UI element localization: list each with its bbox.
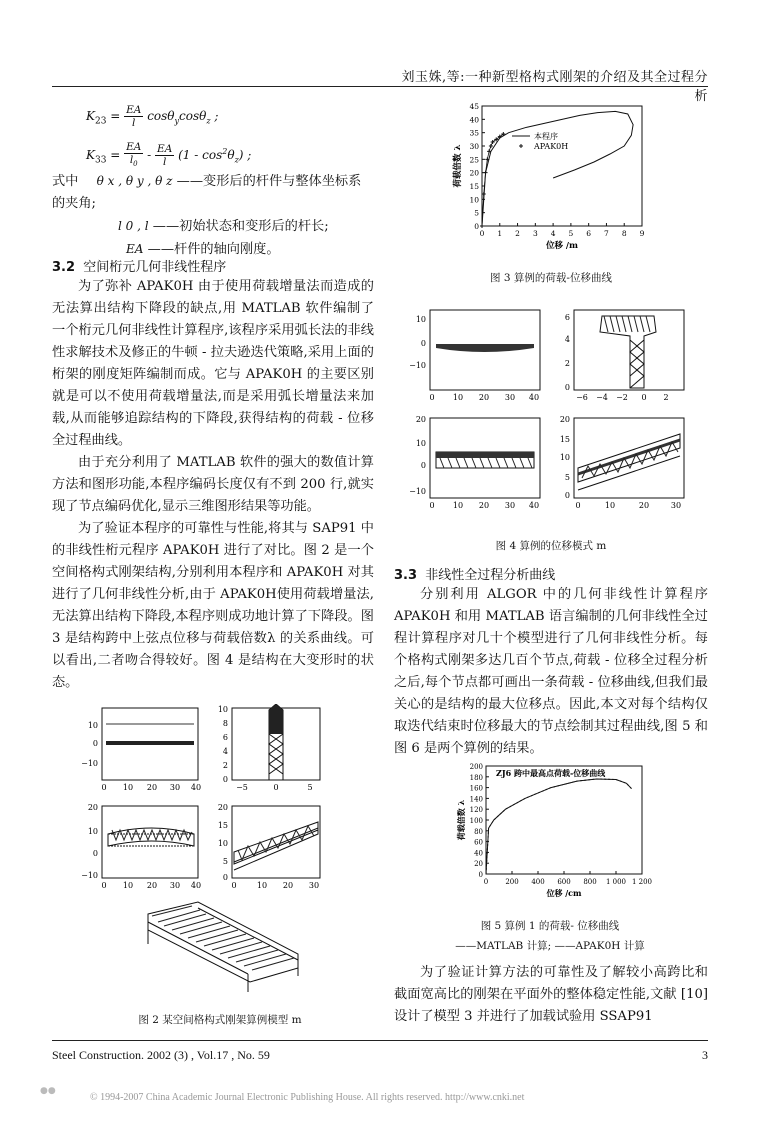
x-tick-label: 5 — [568, 229, 574, 238]
svg-text:10: 10 — [559, 453, 570, 462]
svg-text:30: 30 — [308, 881, 320, 890]
svg-text:6: 6 — [564, 313, 570, 322]
y-tick-label: 45 — [469, 102, 479, 111]
page-number: 3 — [702, 1048, 708, 1062]
svg-text:0: 0 — [222, 775, 228, 784]
svg-text:20: 20 — [478, 501, 490, 510]
svg-text:0: 0 — [273, 783, 279, 792]
svg-text:10: 10 — [452, 393, 464, 402]
y-tick-label: 160 — [469, 784, 483, 793]
data-point — [489, 144, 493, 148]
x-tick-label: 1 200 — [631, 878, 653, 886]
where-block: 式中 θ x , θ y , θ z ——变形后的杆件与整体坐标系的夹角; l 0 , l ——初始状态和变形后的杆长; EA ——杆件的轴向刚度。 — [52, 174, 362, 257]
svg-text:10: 10 — [604, 501, 616, 510]
data-point — [484, 171, 488, 175]
fig2-panel-top-left — [81, 708, 201, 792]
svg-text:40: 40 — [190, 783, 202, 792]
svg-text:10: 10 — [217, 705, 228, 714]
y-axis-label: 荷载倍数 λ — [453, 144, 463, 188]
section-3-2-heading: 3.2 空间桁元几何非线性程序 — [52, 260, 227, 275]
fig5-caption: 图 5 算例 1 的荷载- 位移曲线 — [480, 920, 620, 932]
svg-text:0: 0 — [575, 501, 581, 510]
svg-text:30: 30 — [169, 783, 181, 792]
svg-text:0: 0 — [420, 461, 426, 470]
formula-k23: $K_{23}$ = $\frac{EA}{l}$ cosθ$_y$cosθ$_z$ ; — [86, 104, 219, 129]
data-point — [480, 224, 484, 228]
x-tick-label: 2 — [515, 229, 520, 238]
y-tick-label: 20 — [474, 860, 483, 869]
fig4-panel-bottom-left — [409, 415, 540, 510]
svg-text:30: 30 — [504, 393, 516, 402]
figure-3-chart — [440, 100, 660, 258]
plot-frame — [482, 106, 642, 226]
svg-text:10: 10 — [452, 501, 464, 510]
svg-text:−10: −10 — [81, 759, 98, 768]
x-tick-label: 0 — [479, 229, 485, 238]
y-tick-label: 180 — [469, 773, 483, 782]
footer-journal: Steel Construction. 2002 (3) , Vol.17 , No. 59 — [52, 1048, 270, 1062]
publisher-logo-icon: ●● — [40, 1086, 56, 1096]
svg-text:40: 40 — [528, 501, 540, 510]
y-tick-label: 35 — [469, 128, 479, 138]
x-tick-label: 8 — [621, 229, 627, 238]
svg-text:0: 0 — [222, 873, 228, 882]
x-axis-label: 位移 /cm — [546, 888, 582, 898]
y-tick-label: 5 — [474, 208, 479, 218]
svg-text:4: 4 — [564, 335, 570, 344]
x-tick-label: 400 — [531, 878, 545, 886]
x-tick-label: 600 — [557, 878, 571, 886]
svg-text:40: 40 — [528, 393, 540, 402]
svg-text:30: 30 — [670, 501, 682, 510]
fig4-panel-top-right — [565, 310, 684, 402]
fig2-3d-frame — [148, 902, 298, 992]
svg-text:6: 6 — [222, 733, 228, 742]
legend-label-b: APAK0H — [534, 142, 569, 151]
header-rule — [52, 86, 708, 87]
x-tick-label: 1 — [497, 229, 503, 238]
paragraph: 分别利用 ALGOR 中的几何非线性计算程序 APAK0H 和用 MATLAB 语言编制的几何非线性全过程计算程序对几十个模型进行了几何非线性分析。每个格构式刚架多达几百个节点,荷载 - 位移全过程分析之后,每个节点都可画出一条荷载 - 位移曲线,但我们最关心的是结构的最大位移点。因此,本文对每个结构仅取迭代结束时位移最大的节点绘制其过程曲线,图 5 和图 6 是两个算例的结果。 — [394, 587, 708, 756]
svg-text:20: 20 — [146, 783, 158, 792]
svg-text:10: 10 — [87, 827, 98, 836]
svg-text:10: 10 — [415, 315, 426, 324]
running-header: 刘玉姝,等:一种新型格构式刚架的介绍及其全过程分析 — [401, 70, 708, 104]
svg-text:10: 10 — [415, 439, 426, 448]
series-line-2 — [486, 779, 632, 874]
y-tick-label: 30 — [469, 142, 479, 151]
legend-marker-b — [519, 144, 523, 148]
where-lead: 式中 — [52, 174, 79, 189]
svg-text:−6: −6 — [576, 393, 588, 402]
paragraph: 由于充分利用了 MATLAB 软件的强大的数值计算方法和图形功能,本程序编码长度仅有不到 200 行,就实现了节点编码优化,显示三维图形结果等功能。 — [52, 455, 374, 514]
svg-text:0: 0 — [564, 491, 570, 500]
svg-text:10: 10 — [256, 881, 268, 890]
svg-text:20: 20 — [478, 393, 490, 402]
footer-rule — [52, 1040, 708, 1041]
svg-text:0: 0 — [429, 393, 435, 402]
svg-text:4: 4 — [222, 747, 228, 756]
y-tick-label: 20 — [469, 168, 479, 178]
x-tick-label: 0 — [483, 878, 489, 886]
right-body — [394, 584, 708, 760]
left-body — [52, 276, 374, 694]
y-tick-label: 0 — [474, 222, 479, 231]
svg-text:−10: −10 — [409, 361, 426, 370]
paragraph: 为了弥补 APAK0H 由于使用荷载增量法而造成的无法算出结构下降段的缺点,用 MATLAB 软件编制了一个桁元几何非线性计算程序,该程序采用弧长法的非线性求解技术及修正的牛顿 - 拉夫逊迭代策略,采用上面的桁架的刚度矩阵编制而成。它与 APAK0H 的主要区别就是可以不使用荷载增量法,而是采用弧长增量法来加载,从而能够追踪结构的下降段,获得结构的荷载 - 位移全过程曲线。 — [52, 279, 374, 448]
svg-text:8: 8 — [222, 719, 228, 728]
y-tick-label: 140 — [469, 795, 483, 804]
y-tick-label: 15 — [469, 182, 479, 191]
svg-text:−10: −10 — [409, 487, 426, 496]
svg-text:20: 20 — [282, 881, 294, 890]
svg-text:−2: −2 — [616, 393, 628, 402]
svg-text:0: 0 — [101, 881, 107, 890]
svg-text:15: 15 — [217, 821, 228, 830]
figure-4 — [404, 306, 694, 520]
svg-text:−10: −10 — [81, 871, 98, 880]
svg-text:40: 40 — [190, 881, 202, 890]
x-axis-label: 位移 /m — [545, 241, 579, 251]
legend-label-a: 本程序 — [534, 132, 558, 141]
svg-text:20: 20 — [559, 415, 570, 424]
y-tick-label: 0 — [478, 871, 483, 879]
right-body-end — [394, 962, 708, 1028]
x-tick-label: 800 — [583, 878, 597, 886]
series-line-1 — [482, 111, 633, 226]
svg-text:0: 0 — [101, 783, 107, 792]
svg-text:10: 10 — [87, 721, 98, 730]
svg-text:0: 0 — [429, 501, 435, 510]
svg-text:−5: −5 — [236, 783, 248, 792]
svg-text:0: 0 — [641, 393, 647, 402]
svg-text:10: 10 — [122, 783, 134, 792]
paragraph: 为了验证本程序的可靠性与性能,将其与 SAP91 中的非线性桁元程序 APAK0H 进行了对比。图 2 是一个空间格构式刚架结构,分别利用本程序和 APAK0H 对其进行了几何非线性分析,由于 APAK0H使用荷载增量法,无法算出结构下降段,本程序则成功地计算了下降段。图 3 是结构跨中上弦点位移与荷载倍数λ 的关系曲线。可以看出,二者吻合得较好。图 4 是结构在大变形时的状态。 — [52, 521, 374, 690]
x-tick-label: 9 — [639, 229, 645, 238]
plot-frame — [486, 766, 642, 874]
x-tick-label: 1 000 — [605, 878, 627, 886]
y-tick-label: 10 — [469, 195, 479, 205]
figure-2 — [72, 704, 352, 1004]
y-tick-label: 25 — [469, 155, 479, 165]
svg-text:2: 2 — [222, 761, 228, 770]
y-tick-label: 40 — [469, 115, 479, 125]
fig2-panel-mid-left — [81, 803, 201, 890]
svg-text:10: 10 — [122, 881, 134, 890]
svg-text:20: 20 — [415, 415, 426, 424]
svg-text:2: 2 — [564, 359, 570, 368]
x-tick-label: 7 — [604, 229, 609, 238]
svg-text:20: 20 — [217, 803, 228, 812]
svg-text:20: 20 — [146, 881, 158, 890]
fig2-panel-top-right — [218, 704, 320, 792]
svg-text:15: 15 — [559, 435, 570, 444]
svg-text:5: 5 — [222, 857, 228, 866]
svg-text:0: 0 — [92, 739, 98, 748]
fig4-caption: 图 4 算例的位移模式 m — [495, 540, 607, 552]
y-tick-label: 100 — [469, 817, 483, 825]
fig2-panel-mid-right — [218, 803, 320, 890]
paragraph: 为了验证计算方法的可靠性及了解较小高跨比和截面宽高比的刚架在平面外的整体稳定性能,文献 [10] 设计了模型 3 并进行了加载试验用 SSAP91 — [394, 965, 708, 1024]
fig4-panel-top-left — [409, 310, 540, 402]
y-tick-label: 40 — [474, 849, 483, 858]
y-tick-label: 200 — [469, 763, 483, 771]
formula-k33: $K_{33}$ = $\frac{EA}{l_0}$ - $\frac{EA}{l}$ $(1 - \cos^2\theta_z)$ ; — [86, 141, 252, 169]
svg-text:20: 20 — [87, 803, 98, 812]
fig5-legend-line: ——MATLAB 计算; ——APAK0H 计算 — [455, 940, 645, 952]
svg-text:0: 0 — [564, 383, 570, 392]
svg-text:0: 0 — [92, 849, 98, 858]
x-tick-label: 6 — [586, 229, 592, 238]
x-tick-label: 3 — [532, 229, 538, 238]
series-line-1 — [486, 779, 632, 874]
svg-text:10: 10 — [217, 839, 228, 848]
fig4-panel-bottom-right — [560, 415, 684, 510]
svg-text:5: 5 — [307, 783, 313, 792]
section-3-3-heading: 3.3 非线性全过程分析曲线 — [394, 568, 556, 583]
y-tick-label: 60 — [474, 838, 483, 847]
svg-text:2: 2 — [663, 393, 669, 402]
figure-5-chart — [446, 760, 666, 898]
fig2-caption: 图 2 某空间格构式刚架算例模型 m — [138, 1014, 302, 1026]
svg-text:0: 0 — [420, 339, 426, 348]
y-tick-label: 120 — [469, 806, 483, 815]
fig5-inner-title: ZJ6 跨中最高点荷载-位移曲线 — [496, 768, 606, 778]
svg-text:30: 30 — [169, 881, 181, 890]
x-tick-label: 200 — [505, 878, 519, 886]
y-axis-label: 荷载倍数 λ — [456, 799, 466, 841]
x-tick-label: 4 — [550, 229, 556, 238]
svg-text:20: 20 — [638, 501, 650, 510]
svg-text:30: 30 — [504, 501, 516, 510]
y-tick-label: 80 — [474, 827, 483, 836]
svg-text:5: 5 — [564, 473, 570, 482]
svg-text:−4: −4 — [596, 393, 608, 402]
svg-text:0: 0 — [231, 881, 237, 890]
copyright-line: © 1994-2007 China Academic Journal Electronic Publishing House. All rights reserved. http://www.cnki.net — [90, 1092, 525, 1103]
fig3-caption: 图 3 算例的荷载-位移曲线 — [490, 272, 612, 284]
